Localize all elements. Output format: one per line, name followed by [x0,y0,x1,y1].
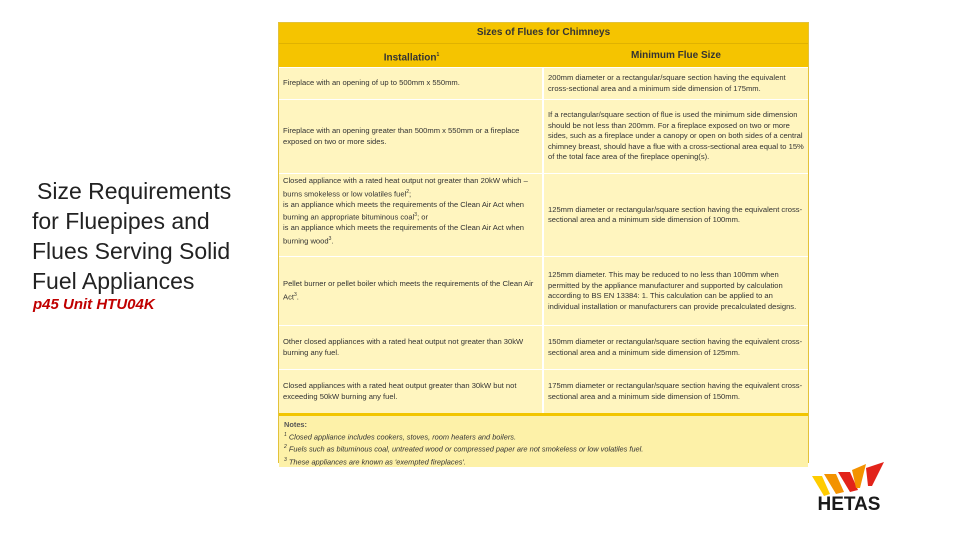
installation-line [283,187,538,200]
table-row [279,99,808,173]
note-item [284,442,803,454]
title-line: for Fluepipes and [32,208,210,234]
hetas-logo-text: HETAS [817,494,881,515]
notes-heading: Notes: [284,420,307,429]
note-item [284,430,803,442]
slide-subtitle: p45 Unit HTU04K [33,296,155,313]
note-text: Closed appliance includes cookers, stoves, room heaters and boilers. [288,432,517,442]
line-punct: ; or [417,212,429,222]
flue-size-cell: 175mm diameter or rectangular/square section having the equivalent cross-sectional area and a minimum side dimension of 150mm. [548,381,803,401]
flue-size-table [278,22,809,467]
column-header-installation [279,44,544,67]
installation-cell: Fireplace with an opening greater than 500mm x 550mm or a fireplace exposed on two or more sides. [279,100,544,173]
table-row [279,369,808,413]
installation-cell: Fireplace with an opening of up to 500mm x 550mm. [279,68,544,99]
flue-size-cell: If a rectangular/square section of flue is used the minimum side dimension should be not less than 200mm. For a fireplace exposed on two or more sides, such as a fireplace under a canopy or open on both sides of a central chimney breast, should have a flue with a cross-sectional area equal to 15% of the total face area of the fireplace opening(s). [548,110,804,162]
footnote-ref: 1 [436,52,440,58]
installation-line [283,200,538,224]
line-text: is an appliance which meets the requirements of the Clean Air Act when burning wood [283,223,525,246]
line-text: is an appliance which meets the requirements of the Clean Air Act when burning an appropriate bituminous coal [283,199,525,222]
line-text: Pellet burner or pellet boiler which meets the requirements of the Clean Air Act [283,279,534,302]
column-header-min-flue-size: Minimum Flue Size [630,50,721,61]
table-row [279,67,808,99]
title-line: Size Requirements [37,178,232,204]
table-title: Sizes of Flues for Chimneys [476,27,611,38]
installation-line [283,176,538,187]
footnote-ref: 3 [293,291,297,298]
flue-size-cell: 125mm diameter. This may be reduced to no less than 100mm when permitted by the appliance manufacturer and supported by calculation according to BS EN 13384: 1. This calculation can be applied to an individual installation or manufacturers can provide precalculated designs. [548,270,797,311]
column-headers [279,43,808,67]
slide-title [32,176,277,296]
line-punct: . [331,236,334,246]
note-number: 1 [284,432,287,438]
footnote-ref: 3 [328,235,332,242]
note-item [284,455,803,467]
column-header-label: Installation [383,52,437,64]
table-row [279,325,808,369]
table-notes [279,413,808,467]
line-text: Closed appliance with a rated heat output not greater than 20kW which – [283,176,528,185]
flue-size-cell: 125mm diameter or rectangular/square section having the equivalent cross-sectional area and a minimum side dimension of 100mm. [548,204,803,224]
flue-size-cell: 200mm diameter or a rectangular/square section having the equivalent cross-sectional area and a minimum side dimension of 175mm. [548,73,786,93]
footnote-ref: 2 [406,188,410,195]
footnote-ref: 3 [414,212,418,219]
title-line: Flues Serving Solid [32,238,231,264]
note-number: 2 [284,444,287,451]
flue-size-cell: 150mm diameter or rectangular/square section having the equivalent cross-sectional area and a minimum side dimension of 125mm. [548,337,803,357]
table-row [279,256,808,325]
installation-cell: Other closed appliances with a rated heat output not greater than 30kW burning any fuel. [279,326,544,369]
note-text: Fuels such as bituminous coal, untreated wood or compressed paper are not smokeless or low volatiles fuel. [288,444,644,454]
table-header [279,23,808,67]
installation-cell [279,174,544,256]
line-punct: ; [409,189,412,199]
title-line: Fuel Appliances [32,268,195,294]
note-text: These appliances are known as 'exempted fireplaces'. [288,457,466,467]
installation-line [283,223,538,247]
line-text: burns smokeless or low volatiles fuel [283,189,407,199]
installation-cell: Pellet burner or pellet boiler which meets the requirements of the Clean Air Act$^3$. [279,257,544,325]
installation-cell: Closed appliances with a rated heat output greater than 30kW but not exceeding 50kW burning any fuel. [279,370,544,413]
note-number: 3 [284,456,287,463]
table-row [279,173,808,256]
